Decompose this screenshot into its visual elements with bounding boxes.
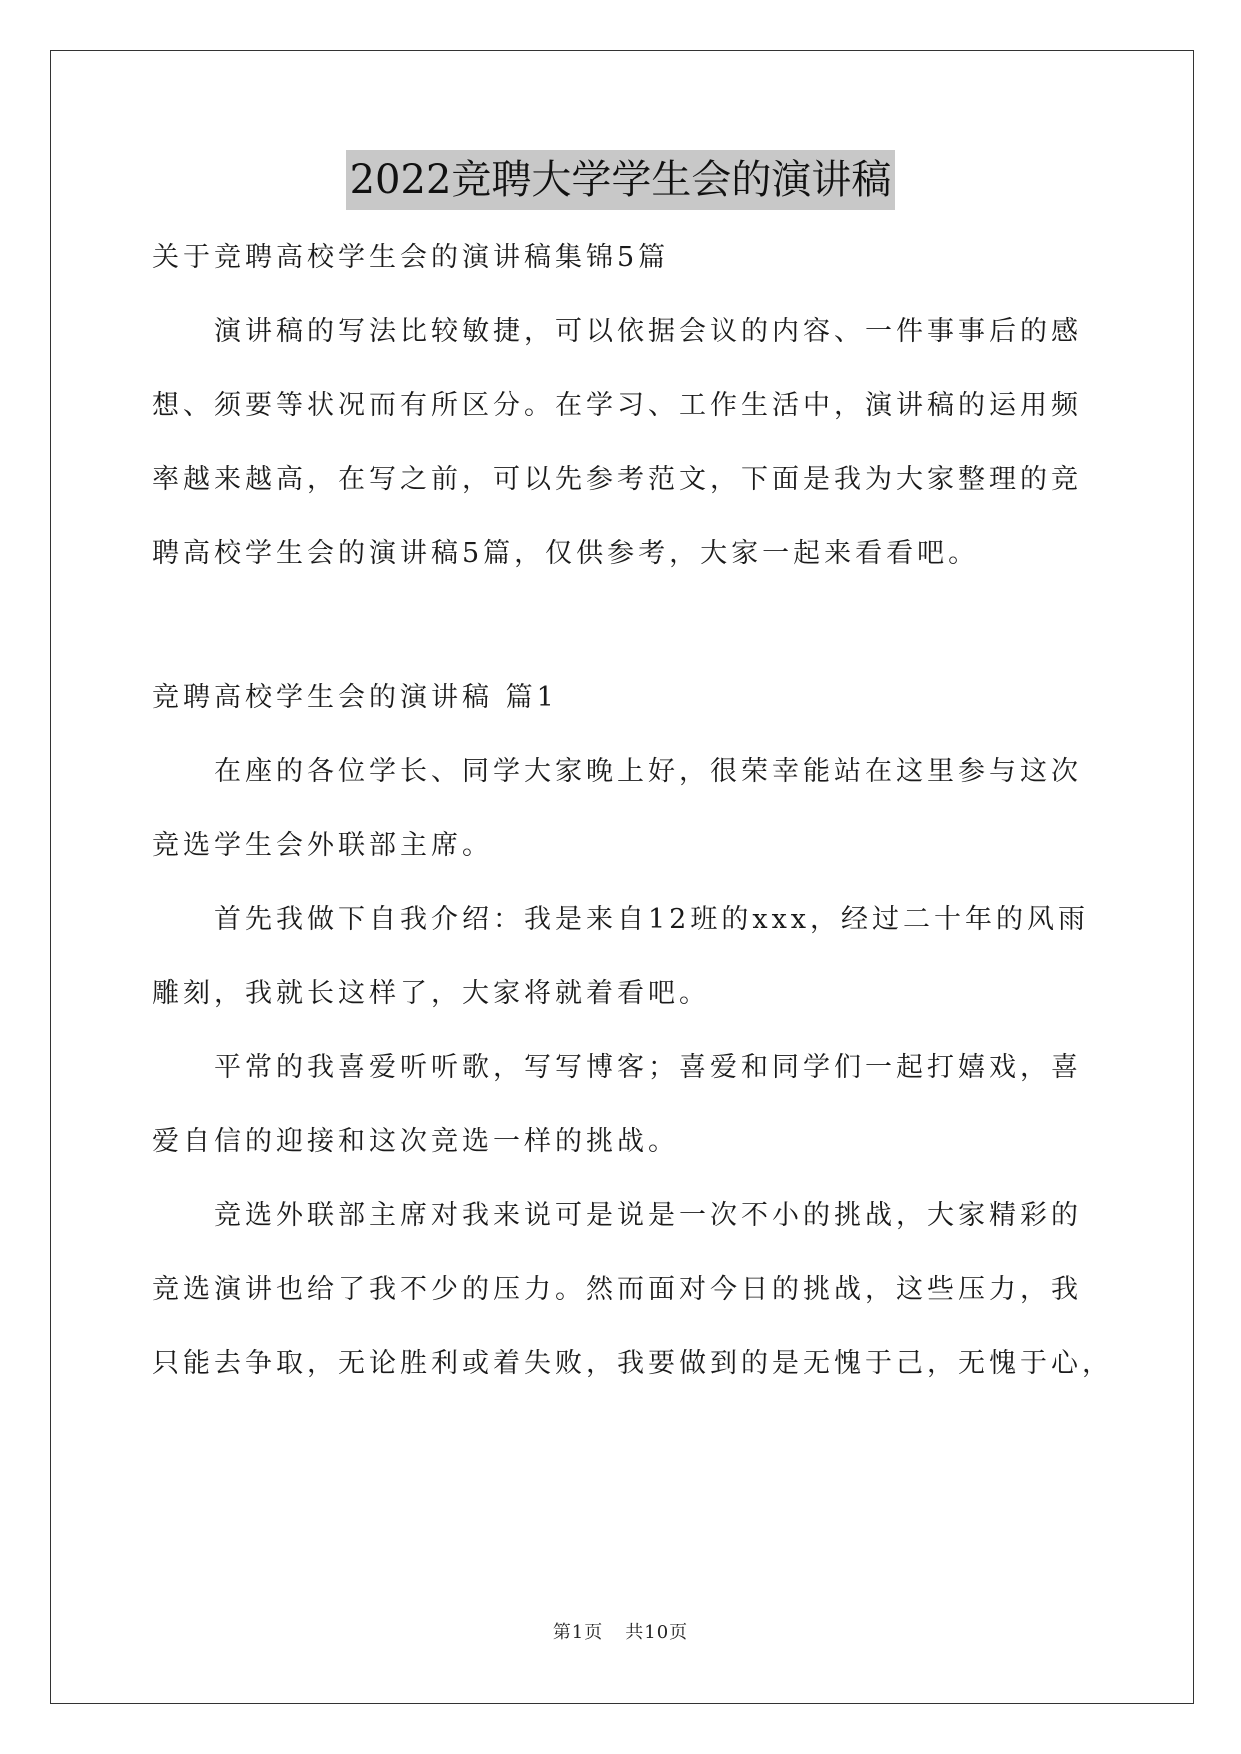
title-container <box>0 150 1241 210</box>
intro-line: 演讲稿的写法比较敏捷，可以依据会议的内容、一件事事后的感 <box>214 316 1082 347</box>
body-line: 雕刻，我就长这样了，大家将就着看吧。 <box>152 978 710 1009</box>
page-footer <box>0 1618 1241 1644</box>
intro-line: 想、须要等状况而有所区分。在学习、工作生活中，演讲稿的运用频 <box>152 390 1082 421</box>
body-line: 竞选外联部主席对我来说可是说是一次不小的挑战，大家精彩的 <box>214 1200 1082 1231</box>
body-line: 平常的我喜爱听听歌，写写博客；喜爱和同学们一起打嬉戏，喜 <box>214 1052 1082 1083</box>
page-number: 第1页 <box>552 1622 604 1643</box>
body-line: 在座的各位学长、同学大家晚上好，很荣幸能站在这里参与这次 <box>214 756 1082 787</box>
page-border <box>50 50 1194 1704</box>
intro-line: 聘高校学生会的演讲稿5篇，仅供参考，大家一起来看看吧。 <box>152 538 980 569</box>
body-line: 只能去争取，无论胜利或着失败，我要做到的是无愧于己，无愧于心， <box>152 1348 1113 1379</box>
page-total: 共10页 <box>625 1622 689 1643</box>
document-subtitle: 关于竞聘高校学生会的演讲稿集锦5篇 <box>152 242 670 273</box>
body-line: 首先我做下自我介绍：我是来自12班的xxx，经过二十年的风雨 <box>214 904 1090 935</box>
body-line: 爱自信的迎接和这次竞选一样的挑战。 <box>152 1126 679 1157</box>
body-line: 竞选学生会外联部主席。 <box>152 830 493 861</box>
intro-line: 率越来越高，在写之前，可以先参考范文，下面是我为大家整理的竞 <box>152 464 1082 495</box>
body-line: 竞选演讲也给了我不少的压力。然而面对今日的挑战，这些压力，我 <box>152 1274 1082 1305</box>
section-heading: 竞聘高校学生会的演讲稿 篇1 <box>152 682 558 713</box>
document-title: 2022竞聘大学学生会的演讲稿 <box>346 150 896 210</box>
